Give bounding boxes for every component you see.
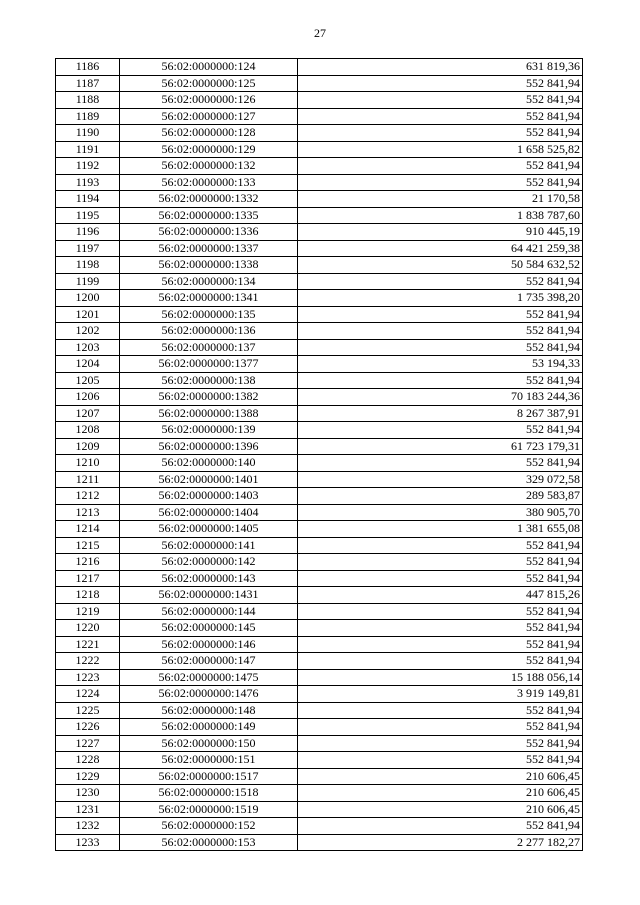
cadastral-value-cell: 289 583,87 xyxy=(298,488,583,505)
row-number-cell: 1223 xyxy=(56,669,120,686)
cadastral-value-cell: 552 841,94 xyxy=(298,603,583,620)
row-number-cell: 1233 xyxy=(56,834,120,851)
table-row xyxy=(56,59,583,76)
row-number-cell: 1229 xyxy=(56,768,120,785)
cadastral-number-cell: 56:02:0000000:132 xyxy=(120,158,298,175)
table-row xyxy=(56,636,583,653)
row-number-cell: 1227 xyxy=(56,735,120,752)
row-number-cell: 1215 xyxy=(56,537,120,554)
cadastral-number-cell: 56:02:0000000:1405 xyxy=(120,521,298,538)
cadastral-value-cell: 552 841,94 xyxy=(298,554,583,571)
table-row xyxy=(56,801,583,818)
row-number-cell: 1228 xyxy=(56,752,120,769)
cadastral-number-cell: 56:02:0000000:140 xyxy=(120,455,298,472)
cadastral-number-cell: 56:02:0000000:144 xyxy=(120,603,298,620)
row-number-cell: 1187 xyxy=(56,75,120,92)
cadastral-value-cell: 552 841,94 xyxy=(298,306,583,323)
cadastral-number-cell: 56:02:0000000:151 xyxy=(120,752,298,769)
table-row xyxy=(56,339,583,356)
table-row xyxy=(56,752,583,769)
row-number-cell: 1202 xyxy=(56,323,120,340)
table-row xyxy=(56,224,583,241)
cadastral-value-cell: 552 841,94 xyxy=(298,620,583,637)
cadastral-value-cell: 210 606,45 xyxy=(298,768,583,785)
cadastral-number-cell: 56:02:0000000:1332 xyxy=(120,191,298,208)
cadastral-value-cell: 1 735 398,20 xyxy=(298,290,583,307)
table-row xyxy=(56,306,583,323)
cadastral-number-cell: 56:02:0000000:147 xyxy=(120,653,298,670)
table-row xyxy=(56,356,583,373)
table-row xyxy=(56,554,583,571)
cadastral-value-table xyxy=(55,58,583,851)
cadastral-number-cell: 56:02:0000000:1388 xyxy=(120,405,298,422)
cadastral-number-cell: 56:02:0000000:145 xyxy=(120,620,298,637)
row-number-cell: 1205 xyxy=(56,372,120,389)
cadastral-number-cell: 56:02:0000000:149 xyxy=(120,719,298,736)
table-row xyxy=(56,603,583,620)
cadastral-number-cell: 56:02:0000000:142 xyxy=(120,554,298,571)
cadastral-value-cell: 552 841,94 xyxy=(298,636,583,653)
row-number-cell: 1206 xyxy=(56,389,120,406)
row-number-cell: 1226 xyxy=(56,719,120,736)
cadastral-number-cell: 56:02:0000000:138 xyxy=(120,372,298,389)
cadastral-value-cell: 2 277 182,27 xyxy=(298,834,583,851)
row-number-cell: 1212 xyxy=(56,488,120,505)
row-number-cell: 1232 xyxy=(56,818,120,835)
cadastral-number-cell: 56:02:0000000:150 xyxy=(120,735,298,752)
cadastral-number-cell: 56:02:0000000:128 xyxy=(120,125,298,142)
cadastral-number-cell: 56:02:0000000:1404 xyxy=(120,504,298,521)
row-number-cell: 1195 xyxy=(56,207,120,224)
cadastral-value-cell: 552 841,94 xyxy=(298,719,583,736)
table-row xyxy=(56,570,583,587)
cadastral-value-cell: 552 841,94 xyxy=(298,339,583,356)
table-row xyxy=(56,702,583,719)
table-row xyxy=(56,389,583,406)
table-row xyxy=(56,620,583,637)
row-number-cell: 1224 xyxy=(56,686,120,703)
cadastral-number-cell: 56:02:0000000:1382 xyxy=(120,389,298,406)
row-number-cell: 1230 xyxy=(56,785,120,802)
cadastral-value-cell: 1 658 525,82 xyxy=(298,141,583,158)
cadastral-number-cell: 56:02:0000000:1377 xyxy=(120,356,298,373)
cadastral-value-cell: 210 606,45 xyxy=(298,785,583,802)
row-number-cell: 1193 xyxy=(56,174,120,191)
row-number-cell: 1197 xyxy=(56,240,120,257)
cadastral-number-cell: 56:02:0000000:143 xyxy=(120,570,298,587)
row-number-cell: 1186 xyxy=(56,59,120,76)
row-number-cell: 1194 xyxy=(56,191,120,208)
table-row xyxy=(56,240,583,257)
row-number-cell: 1189 xyxy=(56,108,120,125)
table-row xyxy=(56,785,583,802)
table-row xyxy=(56,158,583,175)
table-row xyxy=(56,174,583,191)
cadastral-value-cell: 8 267 387,91 xyxy=(298,405,583,422)
row-number-cell: 1219 xyxy=(56,603,120,620)
table-row xyxy=(56,207,583,224)
cadastral-value-cell: 552 841,94 xyxy=(298,818,583,835)
cadastral-number-cell: 56:02:0000000:136 xyxy=(120,323,298,340)
row-number-cell: 1203 xyxy=(56,339,120,356)
cadastral-number-cell: 56:02:0000000:135 xyxy=(120,306,298,323)
table-row xyxy=(56,488,583,505)
cadastral-number-cell: 56:02:0000000:139 xyxy=(120,422,298,439)
row-number-cell: 1208 xyxy=(56,422,120,439)
table-row xyxy=(56,537,583,554)
cadastral-number-cell: 56:02:0000000:1396 xyxy=(120,438,298,455)
cadastral-value-cell: 64 421 259,38 xyxy=(298,240,583,257)
cadastral-number-cell: 56:02:0000000:1336 xyxy=(120,224,298,241)
table-row xyxy=(56,125,583,142)
cadastral-value-cell: 552 841,94 xyxy=(298,75,583,92)
table-row xyxy=(56,768,583,785)
row-number-cell: 1213 xyxy=(56,504,120,521)
cadastral-value-cell: 61 723 179,31 xyxy=(298,438,583,455)
row-number-cell: 1191 xyxy=(56,141,120,158)
row-number-cell: 1217 xyxy=(56,570,120,587)
row-number-cell: 1196 xyxy=(56,224,120,241)
row-number-cell: 1204 xyxy=(56,356,120,373)
cadastral-value-cell: 552 841,94 xyxy=(298,125,583,142)
cadastral-number-cell: 56:02:0000000:1403 xyxy=(120,488,298,505)
cadastral-number-cell: 56:02:0000000:1335 xyxy=(120,207,298,224)
cadastral-value-cell: 552 841,94 xyxy=(298,570,583,587)
cadastral-value-cell: 552 841,94 xyxy=(298,537,583,554)
cadastral-number-cell: 56:02:0000000:152 xyxy=(120,818,298,835)
cadastral-number-cell: 56:02:0000000:126 xyxy=(120,92,298,109)
cadastral-value-cell: 552 841,94 xyxy=(298,108,583,125)
table-row xyxy=(56,405,583,422)
cadastral-value-cell: 50 584 632,52 xyxy=(298,257,583,274)
table-row xyxy=(56,372,583,389)
row-number-cell: 1210 xyxy=(56,455,120,472)
row-number-cell: 1192 xyxy=(56,158,120,175)
row-number-cell: 1218 xyxy=(56,587,120,604)
cadastral-value-cell: 15 188 056,14 xyxy=(298,669,583,686)
cadastral-value-cell: 552 841,94 xyxy=(298,174,583,191)
cadastral-number-cell: 56:02:0000000:1475 xyxy=(120,669,298,686)
row-number-cell: 1214 xyxy=(56,521,120,538)
cadastral-number-cell: 56:02:0000000:129 xyxy=(120,141,298,158)
cadastral-number-cell: 56:02:0000000:1518 xyxy=(120,785,298,802)
cadastral-value-cell: 910 445,19 xyxy=(298,224,583,241)
table-body xyxy=(56,59,583,851)
cadastral-value-cell: 380 905,70 xyxy=(298,504,583,521)
cadastral-number-cell: 56:02:0000000:148 xyxy=(120,702,298,719)
cadastral-value-cell: 552 841,94 xyxy=(298,158,583,175)
cadastral-value-cell: 53 194,33 xyxy=(298,356,583,373)
cadastral-value-cell: 552 841,94 xyxy=(298,372,583,389)
table-row xyxy=(56,191,583,208)
cadastral-number-cell: 56:02:0000000:153 xyxy=(120,834,298,851)
cadastral-number-cell: 56:02:0000000:1519 xyxy=(120,801,298,818)
table-row xyxy=(56,422,583,439)
cadastral-number-cell: 56:02:0000000:124 xyxy=(120,59,298,76)
cadastral-number-cell: 56:02:0000000:1517 xyxy=(120,768,298,785)
page-number: 27 xyxy=(314,26,326,40)
table-row xyxy=(56,108,583,125)
row-number-cell: 1221 xyxy=(56,636,120,653)
table-row xyxy=(56,290,583,307)
row-number-cell: 1200 xyxy=(56,290,120,307)
table-row xyxy=(56,818,583,835)
cadastral-value-cell: 552 841,94 xyxy=(298,653,583,670)
cadastral-value-cell: 552 841,94 xyxy=(298,455,583,472)
cadastral-number-cell: 56:02:0000000:133 xyxy=(120,174,298,191)
cadastral-value-cell: 552 841,94 xyxy=(298,702,583,719)
cadastral-value-cell: 447 815,26 xyxy=(298,587,583,604)
row-number-cell: 1207 xyxy=(56,405,120,422)
cadastral-number-cell: 56:02:0000000:127 xyxy=(120,108,298,125)
table-row xyxy=(56,141,583,158)
cadastral-value-cell: 552 841,94 xyxy=(298,92,583,109)
cadastral-number-cell: 56:02:0000000:1401 xyxy=(120,471,298,488)
table-row xyxy=(56,323,583,340)
row-number-cell: 1231 xyxy=(56,801,120,818)
table-row xyxy=(56,273,583,290)
row-number-cell: 1225 xyxy=(56,702,120,719)
row-number-cell: 1198 xyxy=(56,257,120,274)
cadastral-number-cell: 56:02:0000000:1341 xyxy=(120,290,298,307)
cadastral-value-cell: 21 170,58 xyxy=(298,191,583,208)
table-row xyxy=(56,735,583,752)
table-row xyxy=(56,75,583,92)
cadastral-number-cell: 56:02:0000000:1431 xyxy=(120,587,298,604)
cadastral-number-cell: 56:02:0000000:146 xyxy=(120,636,298,653)
cadastral-number-cell: 56:02:0000000:137 xyxy=(120,339,298,356)
row-number-cell: 1199 xyxy=(56,273,120,290)
cadastral-value-cell: 552 841,94 xyxy=(298,323,583,340)
table-row xyxy=(56,669,583,686)
cadastral-value-cell: 210 606,45 xyxy=(298,801,583,818)
cadastral-number-cell: 56:02:0000000:125 xyxy=(120,75,298,92)
cadastral-number-cell: 56:02:0000000:1476 xyxy=(120,686,298,703)
cadastral-number-cell: 56:02:0000000:1338 xyxy=(120,257,298,274)
row-number-cell: 1188 xyxy=(56,92,120,109)
cadastral-value-cell: 631 819,36 xyxy=(298,59,583,76)
cadastral-value-cell: 552 841,94 xyxy=(298,735,583,752)
table-row xyxy=(56,471,583,488)
cadastral-value-cell: 1 838 787,60 xyxy=(298,207,583,224)
cadastral-value-cell: 552 841,94 xyxy=(298,273,583,290)
table-row xyxy=(56,587,583,604)
table-row xyxy=(56,686,583,703)
cadastral-value-cell: 329 072,58 xyxy=(298,471,583,488)
table-row xyxy=(56,455,583,472)
table-row xyxy=(56,257,583,274)
row-number-cell: 1216 xyxy=(56,554,120,571)
table-row xyxy=(56,438,583,455)
cadastral-number-cell: 56:02:0000000:141 xyxy=(120,537,298,554)
row-number-cell: 1222 xyxy=(56,653,120,670)
cadastral-number-cell: 56:02:0000000:1337 xyxy=(120,240,298,257)
table-row xyxy=(56,504,583,521)
cadastral-number-cell: 56:02:0000000:134 xyxy=(120,273,298,290)
cadastral-value-cell: 3 919 149,81 xyxy=(298,686,583,703)
row-number-cell: 1201 xyxy=(56,306,120,323)
table-row xyxy=(56,521,583,538)
row-number-cell: 1211 xyxy=(56,471,120,488)
cadastral-value-cell: 1 381 655,08 xyxy=(298,521,583,538)
table-row xyxy=(56,834,583,851)
table-row xyxy=(56,92,583,109)
table-row xyxy=(56,719,583,736)
cadastral-value-cell: 70 183 244,36 xyxy=(298,389,583,406)
table-row xyxy=(56,653,583,670)
row-number-cell: 1209 xyxy=(56,438,120,455)
cadastral-value-cell: 552 841,94 xyxy=(298,752,583,769)
row-number-cell: 1190 xyxy=(56,125,120,142)
cadastral-value-cell: 552 841,94 xyxy=(298,422,583,439)
row-number-cell: 1220 xyxy=(56,620,120,637)
